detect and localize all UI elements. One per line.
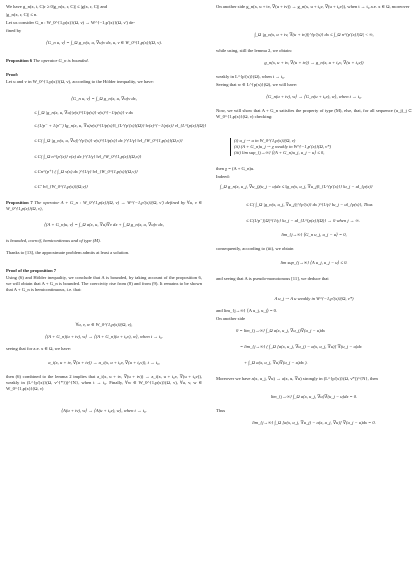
intro-line-2: |g_n(x, r, C)| ≤ n. — [6, 12, 38, 17]
equation-indeed-2: ≤ C( ∫_Ω |g_n(x, u_j, ∇u_j)|^{p'(x)} dx )^{1/γ} ‖u_j − u‖_{p(x)}, Thus — [246, 202, 373, 207]
seeing-text: seeing that for a.e. x ∈ Ω, we have: — [6, 346, 72, 351]
proof-of-proposition-7-text: Using (6) and Hölder inequality, we conclude that A is bounded, by taking account of the proposition 6, we will obtain that A + G_n is bounded. The coercivity rise from (8) and from (9). It remains to be shown that A + G_n is hemicontinuous, i.e. that: — [6, 275, 202, 292]
proof-of-proposition-7-label: Proof of the proposition 7 — [6, 268, 57, 273]
equation-gn-def: ⟨G_n u, v⟩ = ∫_Ω g_n(x, u, ∇u)v dx, u, v ∈ W_0^{1,p(x)}(Ω, ν). — [46, 40, 162, 45]
equation-indeed-1: ∫_Ω g_n(x, u_j, ∇u_j)(u_j − u)dx ≤ ‖g_n(x, u_j, ∇u_j)‖_{L^{p'(x)}} ‖u_j − u‖_{p(x)} — [220, 184, 373, 189]
equation-big-3: + ∫_Ω a(x, u_j, ∇u)∇(u_j − u)dx ). — [244, 360, 308, 365]
proposition-7-text: The operator A + G_n : W_0^{1,p(x)}(Ω, ν) → W^{−1,p'(x)}(Ω, ν') defined by ∀u, v ∈ W_0^{1,p(x)}(Ω, ν), — [6, 200, 202, 211]
equation-limsup: lim sup_{j→∞} ⟨A u_j, u_j − u⟩ ≤ 0. — [280, 260, 348, 265]
proposition-7 — [6, 200, 202, 212]
equation-Gn-inner-conv: ⟨G_n(u + tv), w⟩ → ⟨G_n(u + t₀v), w⟩, when t → t₀. — [266, 94, 362, 99]
indeed-label: Indeed: — [216, 174, 230, 179]
equation-hemicontinuity: ⟨(A + G_n)(u + tv), w⟩ → ⟨(A + G_n)(u + t₀v), w⟩, when t → t₀. — [44, 334, 164, 339]
equation-a-plus-gn: ⟨(A + G_n)u, v⟩ = ∫_Ω a(x, u, ∇u)∇v dx + ∫_Ω g_n(x, u, ∇u)v dx, — [44, 222, 164, 227]
proposition-6-text: The operator G_n is bounded. — [33, 58, 89, 63]
intro-line-3: Let us consider G_n : W_0^{1,p(x)}(Ω, ν) → W^{−1,p'(x)}(Ω, ν') de- — [6, 20, 135, 25]
then-chi: then χ = (A + G_n)u. — [216, 166, 255, 171]
proof-text: Let u and v in W_0^{1,p(x)}(Ω, ν), according to the Hölder inequality, we have: — [6, 79, 154, 84]
proposition-6-label: Proposition 6 — [6, 58, 33, 63]
case-i: (i) u_j ⇀ u in W_0^{1,p(x)}(Ω, ν) — [234, 138, 296, 143]
equation-indeed-3: ≤ C(1/p⁻)|Ω|^{1/γ} ‖u_j − u‖_{L^{p(x)}(Ω)} → 0 when j → ∞. — [246, 218, 360, 223]
chain-line-5: ≤ C( ∫_Ω n^{p'(x)} ν(x) dx )^{1/γ} ‖v‖_{W_0^{1,p(x)}(Ω,ν)} — [34, 154, 142, 159]
proof-label: Proof: — [6, 72, 19, 77]
proposition-7-conclusion: is bounded, coercif, hemicontinous and of type (M). — [6, 238, 101, 243]
chain-line-2: ≤ ∫_Ω |g_n(x, u, ∇u)|ν(x)^{1/p(x)} ν(x)^{−1/p(x)} v dx — [34, 110, 133, 115]
intro-line-4: fined by — [6, 28, 22, 33]
equation-big-2: = lim_{j→∞} ( ∫_Ω [a(x, u_j, ∇u_j) − a(x, u_j, ∇u)] ∇(u_j − u)dx — [240, 344, 362, 349]
equation-lim-gn: lim_{j→∞} ⟨G_n u_j, u_j − u⟩ = 0, — [281, 232, 347, 237]
chain-line-7: ≤ C' ‖v‖_{W_0^{1,p(x)}(Ω,ν)} — [34, 184, 88, 189]
then-paragraph: then (6) combined to the lemma 2 implies that a_i(x, u + tv, ∇(u + tv)) → a_i(x, u + t₀v, ∇(u + t₀v)), weakly in (L^{p'(x)}(Ω, ν^{*}))^{N}, when t → t₀. Finally, ∀w ∈ W_0^{1,p(x)}(Ω, ν), ∀u, v, w ∈ W_0^{1,p(x)}(Ω, ν) — [6, 374, 202, 391]
equation-Au-weak: A u_j ⇀ A u weakly in W^{−1,p'(x)}(Ω, ν*) — [274, 296, 354, 301]
equation-a-conv-final: ⟨A(u + tv), w⟩ → ⟨A(u + t₀v), w⟩, when t → t₀. — [61, 408, 147, 413]
seeing-w-text: Seeing that w ∈ L^{p(x)}(Ω), we will have: — [216, 82, 298, 87]
case-iii: (iii) lim sup_{j→∞} ⟨(A + G_n)u_j, u_j − u⟩ ≤ 0, — [234, 149, 325, 155]
moreover-text: Moreover we have a(x, u_j, ∇u) → a(x, u, ∇u) strongly in (L^{p'(x)}(Ω, ν*))^{N}, then — [216, 376, 378, 381]
and-lim-text: and lim_{j→∞} ⟨A u_j, u_j⟩ = 0. — [216, 308, 278, 313]
other-side-text: On another side — [216, 316, 246, 321]
chain-line-4: ≤ C( ∫_Ω |g_n(x, u, ∇u)|^{p'(x)} ν(x)^{1/p(x)} dx )^{1/γ} ‖v‖_{W_0^{1,p(x)}(Ω,ν)} — [34, 138, 183, 143]
equation-lim-a: lim_{j→∞} ∫_Ω a(x, u_j, ∇u)∇(u_j − u)dx = 0. — [270, 394, 358, 399]
now-paragraph: Now, we will show that A + G_n satisfies the property of type (M), else, that, for all sequence (u_j)_j ⊂ W_0^{1,p(x)}(Ω, ν) checking: — [216, 108, 412, 119]
equation-gn-convergence: g_n(x, u + tv, ∇(u + tv)) → g_n(x, u + t₀v, ∇(u + t₀v)) — [264, 60, 364, 65]
pseudo-monotone-text: and seeing that A is pseudo-monotonous [11], we deduce that — [216, 276, 329, 281]
equation-forall: ∀u, v, w ∈ W_0^{1,p(x)}(Ω, ν), — [75, 322, 133, 327]
thus-text: Thus — [216, 408, 226, 413]
chain-line-1: ⟨G_n u, v⟩ = ∫_Ω g_n(x, u, ∇u)v dx, — [71, 96, 137, 101]
equation-final: lim_{j→∞} ∫_Ω [a(x, u_j, ∇u_j) − a(x, u_j, ∇u)] ∇(u_j − u)dx = 0. — [252, 420, 376, 425]
chain-line-6: ≤ Cn^{p⁺} ( ∫_Ω ν(x) dx )^{1/γ} ‖v‖_{W_0^{1,p(x)}(Ω,ν)} — [34, 169, 138, 174]
proposition-7-label: Proposition 7 — [6, 200, 33, 205]
equation-a-convergence: a_i(x, u + tv, ∇(u + tv)) → a_i(x, u + t₀v, ∇(u + t₀v)), t → t₀, — [48, 360, 160, 365]
intro-line-1: We have g_n(x, t, C)r ≥ 0|g_n(x, r, C)| ≤ |g(x, r, C)| and — [6, 4, 107, 9]
type-m-cases — [226, 138, 406, 156]
equation-integral-bound: ∫_Ω |g_n(x, u + tv, ∇(u + tv))|^{p'(x)} dx ≤ ∫_Ω n^{p'(x)}|Ω| < ∞, — [254, 32, 374, 37]
weakly-text: weakly in L^{p'(x)}(Ω), when t → t₀. — [216, 74, 286, 79]
consequently-text: consequently, according to (iii), we obtain — [216, 246, 294, 251]
chain-line-3: ≤ (1/p⁻ + 1/p'⁻) ‖g_n(x, u, ∇u)ν(x)^{1/p(x)}‖_{L^{p'(x)}(Ω)} ‖ν(x)^{−1/p(x)} v‖_{L^{p(x)}(Ω)} — [34, 123, 207, 128]
while-text: while using, still the lemma 2, we obtain: — [216, 48, 292, 53]
case-ii: (ii) (A + G_n)u_j ⇀ χ weakly in W^{−1,p'(x)}(Ω, ν*) — [234, 143, 332, 149]
right-intro: On another side g_n(x, u + tv, ∇(u + tv)) → g_n(x, u + t₀v, ∇(u + t₀v)), when t → t₀ a.e. x ∈ Ω, moreover — [216, 4, 410, 9]
thanks-paragraph: Thanks to [13], the approximate problem admits at least a solution. — [6, 250, 130, 255]
equation-big-1: 0 = lim_{j→∞} ∫_Ω a(x, u_j, ∇u_j)∇(u_j − u)dx — [236, 328, 325, 333]
proposition-6 — [6, 58, 202, 64]
